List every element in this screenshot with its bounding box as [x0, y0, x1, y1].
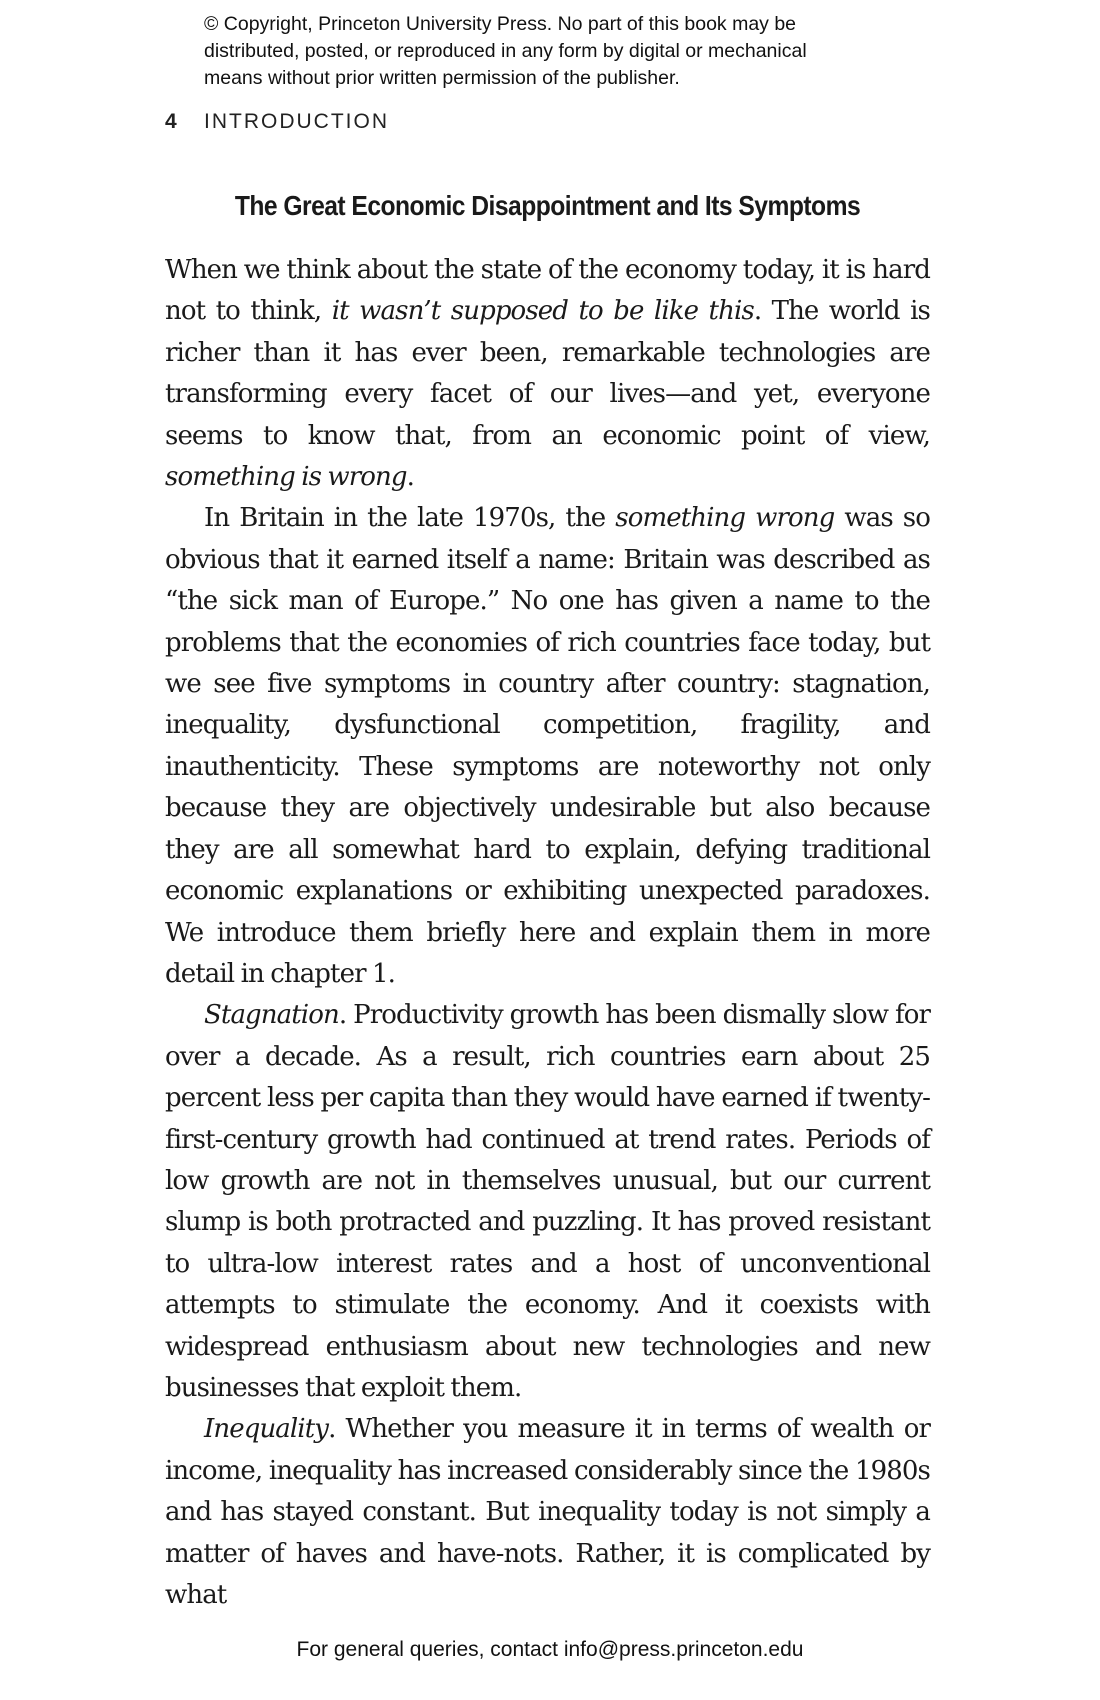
copyright-line-1: © Copyright, Princeton University Press. No part of this book may be [204, 13, 797, 35]
copyright-line-3: means without prior written permission of the publisher. [204, 67, 680, 89]
paragraph-2-text-a: In Britain in the late 1970s, the [204, 503, 616, 534]
paragraph-1 [165, 250, 930, 498]
paragraph-1-italic-b: it wasn’t supposed to be like this [331, 296, 754, 327]
paragraph-1-text-c: . The world is richer than it has ever been, remarkable technologies are transforming every facet of our lives—and yet, everyone seems to know that, from an economic point of view, [165, 296, 931, 451]
copyright-notice [204, 11, 944, 92]
paragraph-4-italic-a: Inequality [204, 1414, 329, 1445]
paragraph-3-text-b: . Productivity growth has been dismally slow for over a decade. As a result, rich countries earn about 25 percent less per capita than they would have earned if twenty-first-century growth had continued at trend rates. Periods of low growth are not in themselves unusual, but our current slump is both protracted and puzzling. It has proved resistant to ultra-low interest rates and a host of unconventional attempts to stimulate the economy. And it coexists with widespread enthusiasm about new technologies and new businesses that exploit them. [165, 1000, 930, 1403]
footer-contact: For general queries, contact info@press.princeton.edu [296, 1638, 804, 1661]
paragraph-4 [165, 1409, 930, 1616]
section-heading: The Great Economic Disappointment and Its Symptoms [234, 190, 861, 221]
paragraph-2-text-c: was so obvious that it earned itself a name: Britain was described as “the sick man of Europe.” No one has given a name to the problems that the economies of rich countries face today, but we see five symptoms in country after country: stagnation, inequality, dysfunctional competition, fragility, and inauthenticity. These symptoms are noteworthy not only because they are objectively undesirable but also because they are all somewhat hard to explain, defying traditional economic explanations or exhibiting unexpected paradoxes. We introduce them briefly here and explain them in more detail in chapter 1. [165, 503, 930, 989]
paragraph-4-text-b: . Whether you measure it in terms of wealth or income, inequality has increased considerably since the 1980s and has stayed constant. But inequality today is not simply a matter of haves and have-nots. Rather, it is complicated by what [165, 1414, 930, 1610]
paragraph-1-text-a: When we think about the state of the economy today, it is hard not to think, [165, 255, 930, 327]
running-head [165, 108, 389, 136]
paragraph-2-italic-b: something wrong [615, 503, 835, 534]
paragraph-3 [165, 995, 930, 1409]
running-head-title: INTRODUCTION [204, 110, 389, 133]
paragraph-1-italic-d: something is wrong [165, 462, 407, 493]
paragraph-2 [165, 498, 930, 995]
paragraph-3-italic-a: Stagnation [204, 1000, 339, 1031]
body-text [165, 250, 930, 1616]
copyright-line-2: distributed, posted, or reproduced in any form by digital or mechanical [204, 40, 807, 62]
page-number: 4 [165, 110, 177, 133]
paragraph-1-text-e: . [406, 462, 415, 493]
